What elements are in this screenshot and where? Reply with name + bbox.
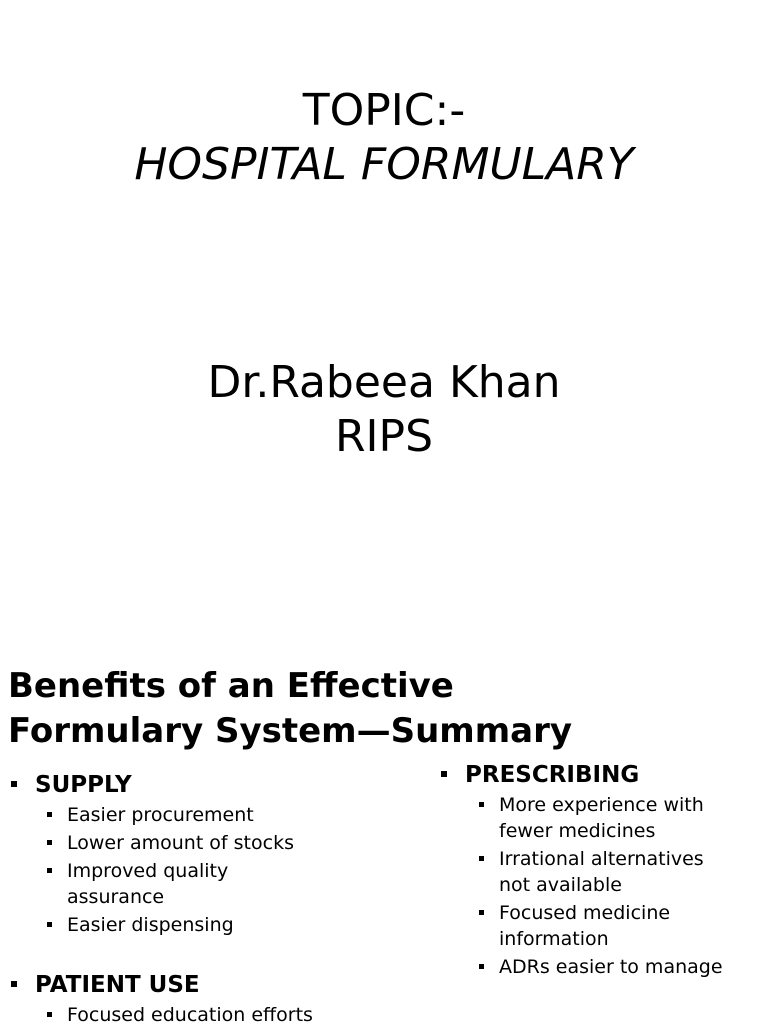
section-supply [8,770,408,938]
bullet-square-icon [479,856,484,861]
list-item [438,792,739,844]
bullet-list [438,792,768,980]
list-item [8,802,408,828]
slide-title-line-2: Formulary System—Summary [8,711,573,751]
section-heading [438,760,768,790]
list-item [438,846,739,898]
list-item-text: Easier procurement [67,804,254,826]
list-item-text: Irrational alternatives not available [499,848,704,896]
list-item [438,954,768,980]
list-item [438,900,739,952]
section-prescribing [438,760,768,980]
list-item [8,1002,408,1028]
slide-title [8,664,708,754]
bullet-square-icon [441,771,447,777]
bullet-square-icon [47,868,52,873]
section-heading-text: PRESCRIBING [465,762,640,788]
bullet-square-icon [47,922,52,927]
section-heading [8,970,408,1000]
list-item-text: Focused education efforts [67,1004,313,1026]
list-item-text: More experience with fewer medicines [499,794,704,842]
bullet-square-icon [47,840,52,845]
spacer [8,940,408,970]
slide-title-line-1: Benefits of an Effective [8,666,454,706]
bullet-square-icon [479,910,484,915]
author-organization: RIPS [334,411,433,462]
list-item-text: ADRs easier to manage [499,956,723,978]
bullet-square-icon [47,812,52,817]
author-name: Dr.Rabeea Khan [207,357,561,408]
list-item [8,830,408,856]
bullet-square-icon [479,802,484,807]
section-heading-text: SUPPLY [35,772,132,798]
right-column [438,760,768,982]
list-item-text: Focused medicine information [499,902,671,950]
bullet-list [8,802,408,938]
bullet-square-icon [479,964,484,969]
list-item [8,858,267,910]
section-heading [8,770,408,800]
list-item-text: Easier dispensing [67,914,234,936]
list-item [8,912,408,938]
left-column [8,770,408,1030]
bullet-list [8,1002,408,1028]
benefits-slide [0,640,768,1024]
topic-title: HOSPITAL FORMULARY [134,139,634,190]
list-item-text: Improved quality assurance [67,860,229,908]
bullet-square-icon [11,781,17,787]
section-heading-text: PATIENT USE [35,972,200,998]
bullet-square-icon [47,1012,52,1017]
topic-label: TOPIC:- [302,85,466,136]
list-item-text: Lower amount of stocks [67,832,294,854]
section-patient-use [8,970,408,1028]
bullet-square-icon [11,981,17,987]
